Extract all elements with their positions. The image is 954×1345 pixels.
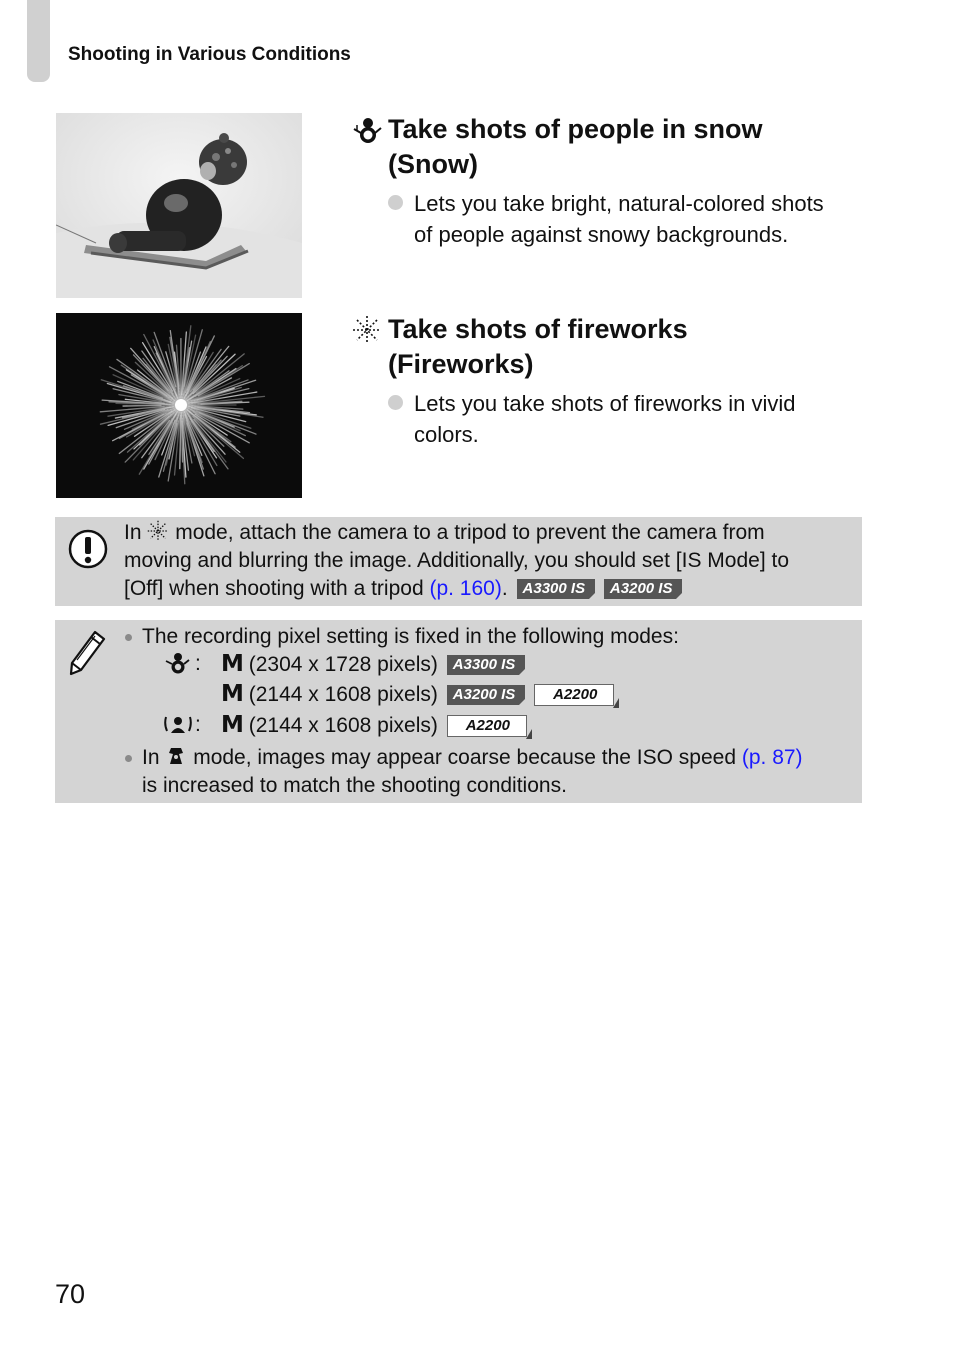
snow-desc-line1: Lets you take bright, natural-colored shots xyxy=(414,191,824,216)
caution-text xyxy=(124,519,854,603)
caution-period: . xyxy=(501,577,508,600)
note-row3 xyxy=(221,711,527,740)
pencil-icon xyxy=(67,628,107,676)
m-size-icon: M xyxy=(221,681,243,707)
fireworks-heading xyxy=(352,312,852,382)
snow-title-line1: Take shots of people in snow xyxy=(388,114,763,144)
m-size-icon: M xyxy=(221,651,243,677)
note-colon: : xyxy=(195,713,201,736)
page-160-link[interactable]: (p. 160) xyxy=(429,577,502,600)
pixel-size: (2304 x 1728 pixels) xyxy=(248,653,438,676)
side-tab xyxy=(27,0,50,82)
fireworks-title-line2: (Fireworks) xyxy=(388,349,534,379)
fireworks-desc-line1: Lets you take shots of fireworks in vivid xyxy=(414,391,796,416)
snow-icon xyxy=(164,650,190,674)
note-bullet2-line2: is increased to match the shooting conditions. xyxy=(142,774,567,797)
note-row2 xyxy=(221,680,614,709)
snow-photo xyxy=(56,113,302,298)
model-badge: A2200 xyxy=(447,715,527,737)
model-badge: A2200 xyxy=(534,684,614,706)
note-colon: : xyxy=(195,652,201,675)
model-badge: A3300 IS xyxy=(447,655,526,675)
caution-line3: [Off] when shooting with a tripod xyxy=(124,577,424,600)
note-bullet2-line1 xyxy=(142,744,803,772)
snow-heading xyxy=(352,112,852,182)
fireworks-icon xyxy=(147,520,169,542)
note-box xyxy=(55,620,862,803)
note-bullet1: The recording pixel setting is fixed in the following modes: xyxy=(142,625,679,648)
note-row1 xyxy=(221,650,525,679)
page-87-link[interactable]: (p. 87) xyxy=(741,746,803,769)
fireworks-photo xyxy=(56,313,302,498)
section-title: Shooting in Various Conditions xyxy=(68,44,351,65)
caution-line2: moving and blurring the image. Additionally, you should set [IS Mode] to xyxy=(124,549,789,572)
high-iso-icon xyxy=(165,745,187,767)
caution-line1-pre: In xyxy=(124,521,142,544)
page-number: 70 xyxy=(55,1279,86,1309)
snow-title-line2: (Snow) xyxy=(388,149,478,179)
snow-desc-line2: of people against snowy backgrounds. xyxy=(414,222,789,247)
snowman-icon xyxy=(352,115,382,145)
caution-line1-post: mode, attach the camera to a tripod to prevent the camera from xyxy=(175,521,765,544)
model-badge: A3200 IS xyxy=(604,579,683,599)
pixel-size: (2144 x 1608 pixels) xyxy=(248,683,438,706)
m-size-icon: M xyxy=(221,712,243,738)
bullet-dot xyxy=(125,634,132,641)
fireworks-icon xyxy=(352,315,382,345)
model-badge: A3300 IS xyxy=(517,579,596,599)
bullet-dot xyxy=(125,755,132,762)
model-badge: A3200 IS xyxy=(447,685,526,705)
fireworks-people-icon xyxy=(163,713,193,735)
note-bullet2-mid: mode, images may appear coarse because the ISO speed xyxy=(193,746,737,769)
note-bullet2-pre: In xyxy=(142,746,160,769)
caution-icon xyxy=(68,529,108,569)
bullet-dot xyxy=(388,395,403,410)
snow-description xyxy=(388,188,868,250)
fireworks-desc-line2: colors. xyxy=(414,422,479,447)
bullet-dot xyxy=(388,195,403,210)
caution-box xyxy=(55,517,862,606)
fireworks-description xyxy=(388,388,868,450)
fireworks-title-line1: Take shots of fireworks xyxy=(388,314,688,344)
pixel-size: (2144 x 1608 pixels) xyxy=(248,714,438,737)
